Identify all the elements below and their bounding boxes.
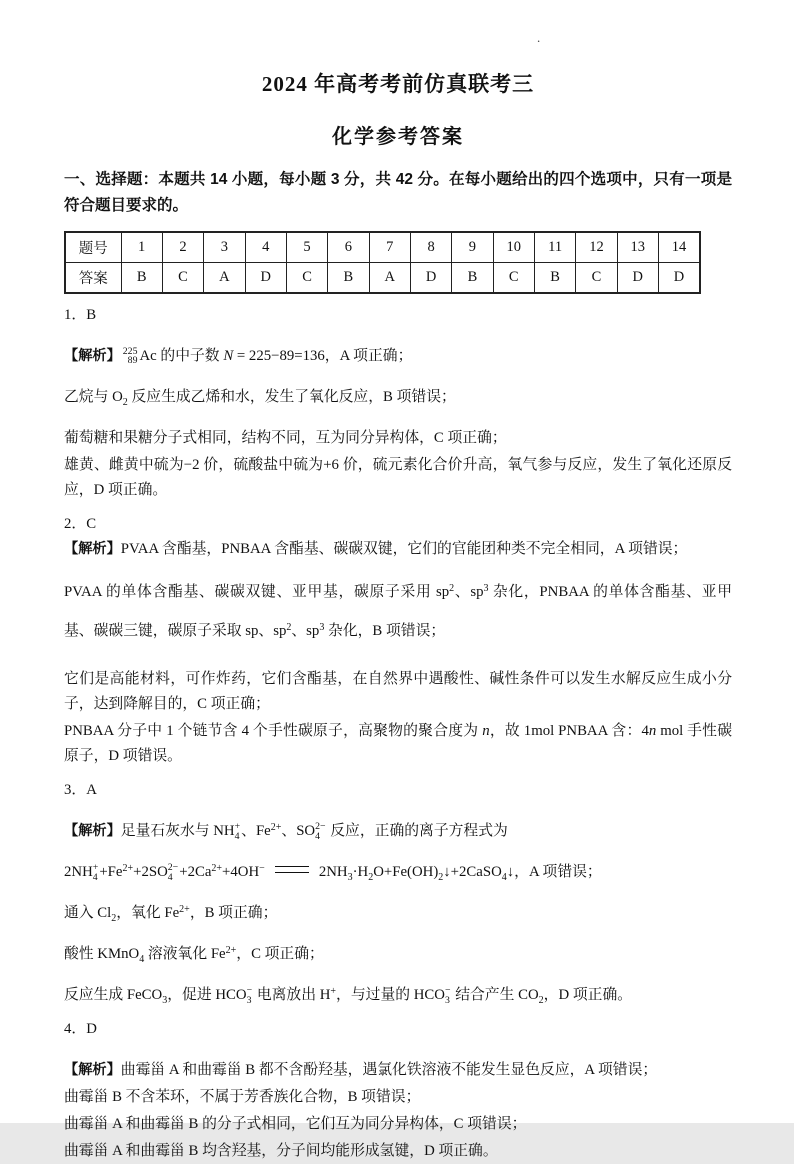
sub-sup-stack: 2− 4 — [315, 821, 326, 842]
question-number-cell: 14 — [658, 232, 700, 263]
answer-cell: D — [410, 263, 451, 294]
ionic-equation: 2NH + 4 $+Fe^{2+}+2SO$ 2− 4 $+2Ca^{2+}+4OH^-$ $2NH_3\cdot H_2O+Fe(OH)_2↓+2CaSO_4↓$，A 项错误； — [64, 862, 602, 883]
question-number-cell: 10 — [493, 232, 534, 263]
answer-cell: D — [617, 263, 658, 294]
answer-row — [65, 263, 700, 294]
explanation-paragraph: 葡萄糖和果糖分子式相同，结构不同，互为同分异构体，C 项正确； — [64, 430, 507, 446]
sub-sup-stack: 2− 4 — [167, 862, 179, 883]
answer-line-3: 3．A — [64, 782, 97, 798]
question-number-cell: 2 — [162, 232, 203, 263]
answer-line-4: 4．D — [64, 1021, 97, 1037]
answer-cell: B — [452, 263, 493, 294]
answer-cell: C — [286, 263, 327, 294]
explanation-paragraph: 【解析】PVAA 含酯基，PNBAA 含酯基、碳碳双键，它们的官能团种类不完全相同，A 项错误； — [64, 541, 688, 557]
answer-line-1: 1．B — [64, 307, 97, 323]
question-number-cell: 4 — [245, 232, 286, 263]
answer-line-2: 2．C — [64, 516, 97, 532]
question-number-row — [65, 232, 700, 263]
answer-cell: D — [245, 263, 286, 294]
answer-cell: B — [328, 263, 369, 294]
answer-cell: B — [121, 263, 162, 294]
question-number-cell: 3 — [204, 232, 245, 263]
answer-cell: D — [658, 263, 700, 294]
answer-table — [64, 231, 701, 294]
question-number-cell: 6 — [328, 232, 369, 263]
explanation-paragraph: 酸性 KMnO$_4$ 溶液氧化 $Fe^{2+}$，C 项正确； — [64, 945, 324, 965]
explanation-paragraph: 曲霉甾 B 不含苯环，不属于芳香族化合物，B 项错误； — [64, 1089, 421, 1105]
question-number-cell: 12 — [576, 232, 617, 263]
sub-sup-stack: − 3 — [444, 985, 451, 1006]
question-number-cell: 13 — [617, 232, 658, 263]
explanation-paragraph: PVAA 的单体含酯基、碳碳双键、亚甲基，碳原子采用 $sp^2$、$sp^3$ 杂化，PNBAA 的单体含酯基、亚甲基、碳碳三键，碳原子采取 sp、$sp^2$、$sp^3$ 杂化，B 项错误； — [64, 583, 732, 639]
answer-cell: C — [576, 263, 617, 294]
sub-sup-stack: − 3 — [246, 985, 253, 1006]
isotope-notation: 225 89 — [122, 345, 138, 366]
double-equals-sign — [275, 866, 309, 873]
page-title: 2024 年高考考前仿真联考三 — [261, 72, 535, 96]
section-header: 一、选择题：本题共 14 小题，每小题 3 分，共 42 分。在每小题给出的四个选项中，只有一项是符合题目要求的。 — [64, 171, 732, 214]
answer-cell: A — [204, 263, 245, 294]
answer-cell: B — [534, 263, 575, 294]
explanation-paragraph: 通入 $Cl_2$，氧化 $Fe^{2+}$，B 项正确； — [64, 904, 278, 924]
question-number-cell: 11 — [534, 232, 575, 263]
explanation-paragraph: 【解析】 225 89 Ac 的中子数 N = 225−89=136，A 项正确； — [64, 345, 413, 366]
answer-cell: C — [493, 263, 534, 294]
explanation-paragraph: 【解析】曲霉甾 A 和曲霉甾 B 都不含酚羟基，遇氯化铁溶液不能发生显色反应，A 项错误； — [64, 1062, 658, 1078]
answer-cell: A — [369, 263, 410, 294]
explanation-paragraph: 【解析】足量石灰水与 NH + 4 、$Fe^{2+}$、SO 2− 4 反应，正确的离子方程式为 — [64, 821, 508, 842]
explanation-paragraph: 曲霉甾 A 和曲霉甾 B 的分子式相同，它们互为同分异构体，C 项错误； — [64, 1116, 527, 1132]
question-number-cell: 7 — [369, 232, 410, 263]
explanation-paragraph: 曲霉甾 A 和曲霉甾 B 均含羟基，分子间均能形成氢键，D 项正确。 — [64, 1143, 498, 1159]
explanation-paragraph: 雄黄、雌黄中硫为−2 价，硫酸盐中硫为+6 价，硫元素化合价升高，氧气参与反应，发生了氧化还原反应，D 项正确。 — [64, 457, 732, 498]
sub-sup-stack: + 4 — [92, 862, 99, 883]
row-header-answer: 答案 — [65, 263, 121, 294]
question-number-cell: 8 — [410, 232, 451, 263]
sub-sup-stack: + 4 — [234, 821, 241, 842]
answer-cell: C — [162, 263, 203, 294]
explanation-paragraph: 反应生成 FeCO$_3$，促进 HCO − 3 电离放出 H+，与过量的 HCO − 3 结合产生 $CO_2$，D 项正确。 — [64, 985, 633, 1006]
explanation-paragraph: 它们是高能材料，可作炸药，它们含酯基，在自然界中遇酸性、碱性条件可以发生水解反应生成小分子，达到降解目的，C 项正确； — [64, 671, 732, 712]
stray-mark: . — [537, 30, 541, 45]
explanations-section — [64, 303, 732, 1164]
explanation-paragraph: PNBAA 分子中 1 个链节含 4 个手性碳原子，高聚物的聚合度为 n，故 1mol PNBAA 含：4n mol 手性碳原子，D 项错误。 — [64, 723, 732, 764]
page-subtitle: 化学参考答案 — [332, 126, 464, 148]
row-header-question: 题号 — [65, 232, 121, 263]
question-number-cell: 1 — [121, 232, 162, 263]
question-number-cell: 5 — [286, 232, 327, 263]
question-number-cell: 9 — [452, 232, 493, 263]
explanation-paragraph: 乙烷与 $O_2$ 反应生成乙烯和水，发生了氧化反应，B 项错误； — [64, 389, 456, 408]
